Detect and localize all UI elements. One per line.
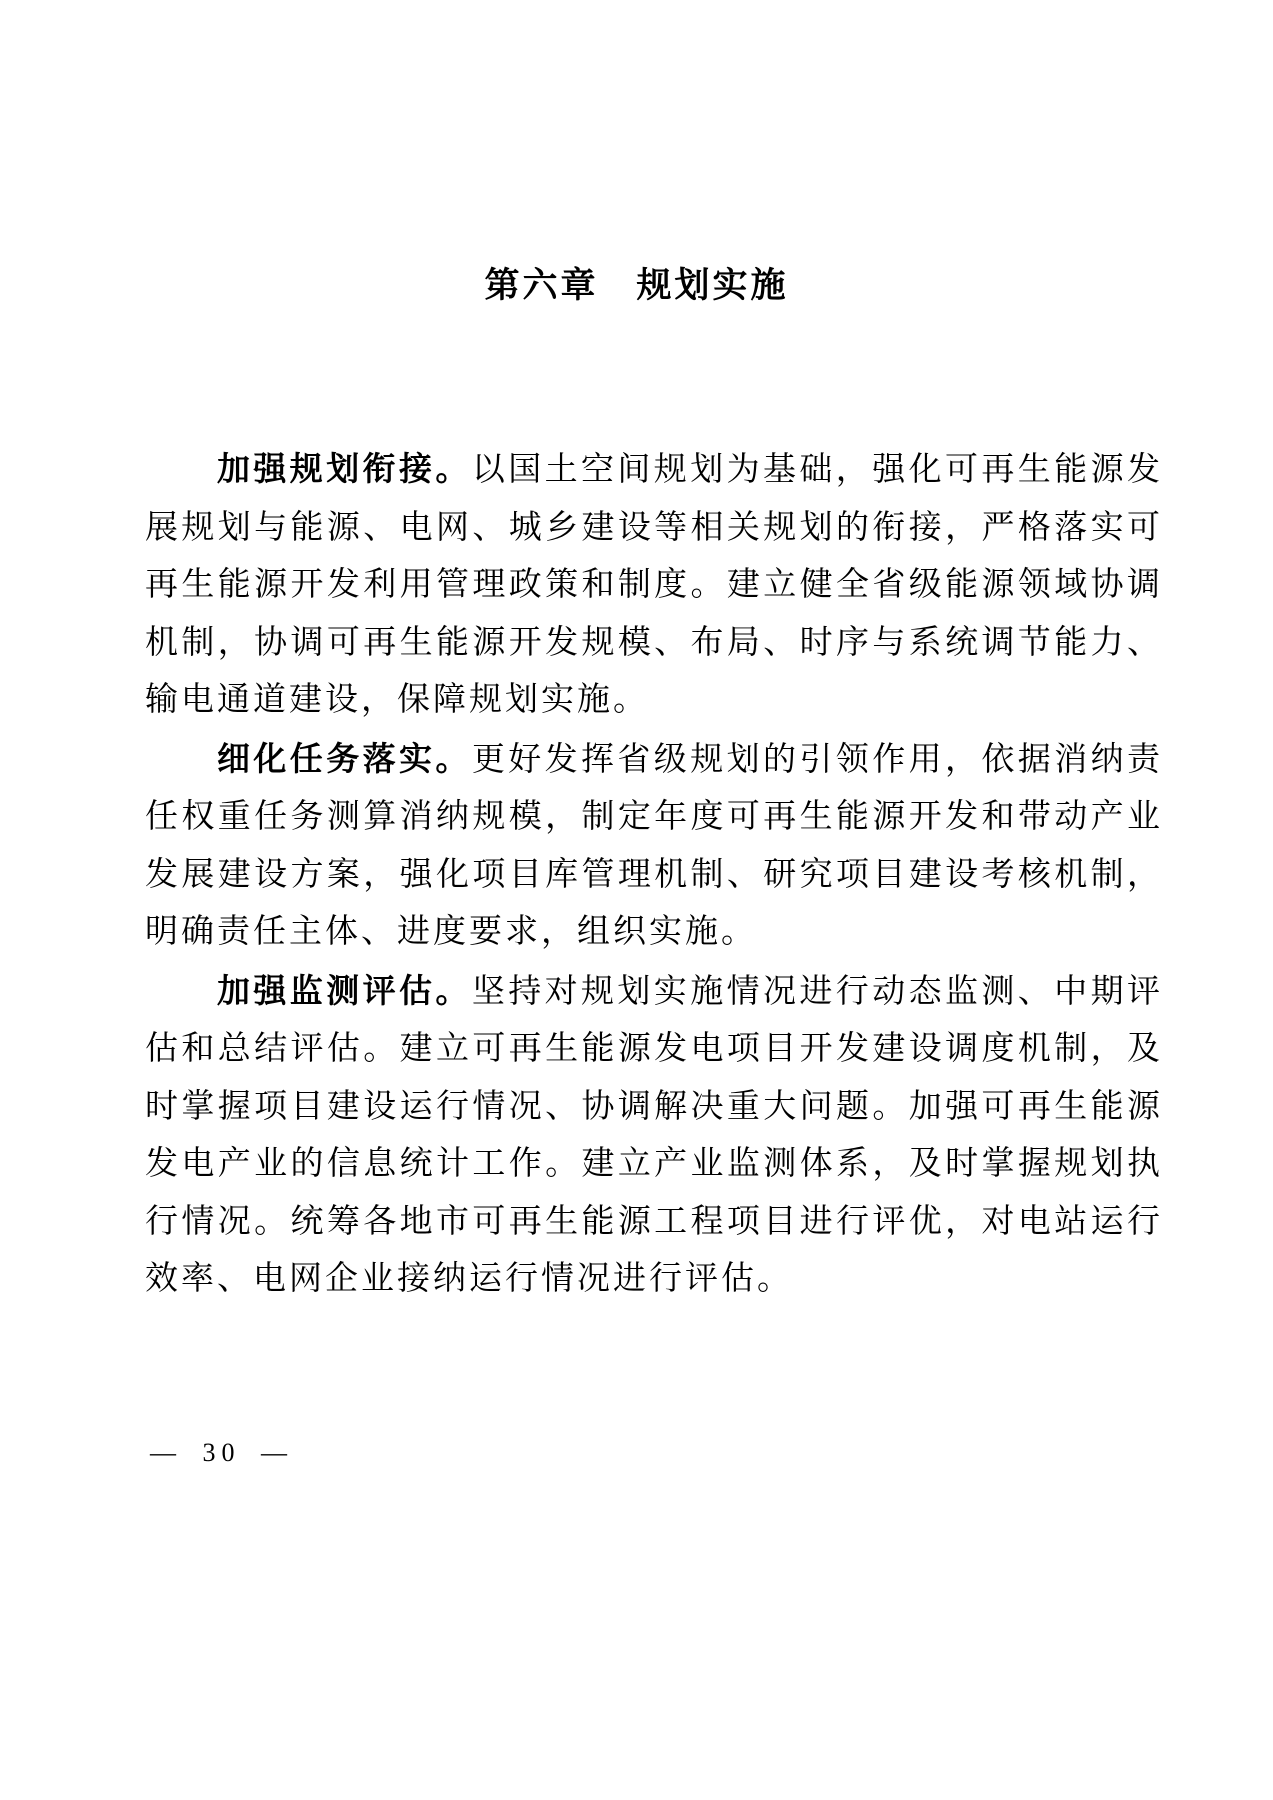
page-number-text: — 30 — (150, 1438, 293, 1467)
page-number (150, 1438, 293, 1468)
paragraph-monitoring-evaluation (145, 962, 1163, 1309)
paragraph-lead: 加强规划衔接。 (217, 450, 472, 487)
paragraph-planning-alignment (145, 440, 1163, 730)
chapter-title: 第六章 规划实施 (484, 266, 789, 305)
paragraph-text: 以国土空间规划为基础，强化可再生能源发展规划与能源、电网、城乡建设等相关规划的衔接，严格落实可再生能源开发利用管理政策和制度。建立健全省级能源领域协调机制，协调可再生能源开发规模、布局、时序与系统调节能力、输电通道建设，保障规划实施。 (145, 452, 1164, 718)
paragraph-task-implementation (145, 730, 1163, 962)
paragraph-text: 坚持对规划实施情况进行动态监测、中期评估和总结评估。建立可再生能源发电项目开发建设调度机制，及时掌握项目建设运行情况、协调解决重大问题。加强可再生能源发电产业的信息统计工作。建立产业监测体系，及时掌握规划执行情况。统筹各地市可再生能源工程项目进行评优，对电站运行效率、电网企业接纳运行情况进行评估。 (145, 973, 1164, 1297)
document-body (145, 440, 1163, 1309)
paragraph-text: 更好发挥省级规划的引领作用，依据消纳责任权重任务测算消纳规模，制定年度可再生能源开发和带动产业发展建设方案，强化项目库管理机制、研究项目建设考核机制，明确责任主体、进度要求，组织实施。 (145, 741, 1164, 950)
paragraph-lead: 加强监测评估。 (217, 971, 472, 1009)
paragraph-lead: 细化任务落实。 (217, 739, 472, 777)
